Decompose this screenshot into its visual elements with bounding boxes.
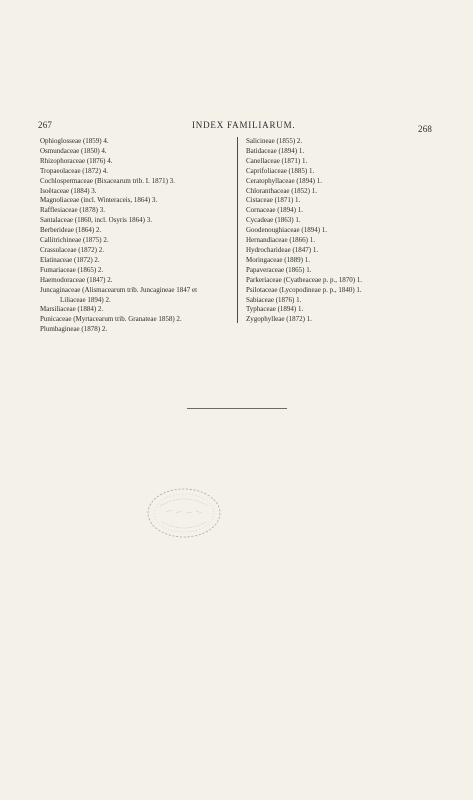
list-item: Osmundaceae (1850) 4. (40, 146, 107, 155)
library-stamp (146, 486, 222, 540)
running-title: INDEX FAMILIARUM. (192, 120, 296, 130)
list-item: Canellaceae (1871) 1. (246, 156, 308, 165)
list-item: Goodenoughiaceae (1894) 1. (246, 226, 328, 235)
list-item: Isoëtaceae (1884) 3. (40, 186, 97, 195)
list-item: Tropaeolaceae (1872) 4. (40, 166, 108, 175)
list-item: Cistaceae (1871) 1. (246, 196, 301, 205)
bottom-rule (187, 408, 287, 409)
list-item: Plumbagineae (1878) 2. (40, 325, 108, 334)
list-item: Chloranthaceae (1852) 1. (246, 186, 317, 195)
list-item: Rhizophoraceae (1876) 4. (40, 156, 113, 165)
wrapped-line-2: Liliaceae 1894) 2. (60, 295, 111, 304)
list-item: Magnoliaceae (incl. Winteraceis, 1864) 3. (40, 196, 158, 205)
list-item: Psilotaceae (Lycopodineae p. p., 1840) 1. (246, 285, 362, 294)
list-item: Moringaceae (1889) 1. (246, 255, 310, 264)
list-item: Zygophylleae (1872) 1. (246, 315, 312, 324)
list-item: Batidaceae (1894) 1. (246, 146, 305, 155)
list-item: Cycadeae (1863) 1. (246, 216, 301, 225)
list-item: Fumariaceae (1865) 2. (40, 265, 104, 274)
page-number-left: 267 (38, 120, 53, 130)
list-item: Cochlospermaceae (Bixacearum trib. I. 1871) 3. (40, 176, 175, 185)
list-item: Haemodoraceae (1847) 2. (40, 275, 113, 284)
list-item: Salicineae (1855) 2. (246, 137, 303, 145)
page-number-right: 268 (418, 124, 433, 134)
list-item: Caprifoliaceae (1885) 1. (246, 166, 315, 175)
list-item: Hydrocharideae (1847) 1. (246, 245, 319, 254)
list-item: Callitrichineae (1875) 2. (40, 236, 109, 245)
list-item: Ceratophyllaceae (1894) 1. (246, 176, 322, 185)
list-item: Typhaceae (1894) 1. (246, 305, 304, 314)
left-column (40, 137, 228, 335)
list-item: Elatinaceae (1872) 2. (40, 255, 100, 264)
list-item: Cornaceae (1894) 1. (246, 206, 303, 215)
list-item: Berberideae (1864) 2. (40, 226, 102, 235)
list-item: Ophioglosseae (1859) 4. (40, 137, 109, 145)
column-divider (237, 137, 238, 323)
list-item: Crassulaceae (1872) 2. (40, 245, 104, 254)
list-item: Santalaceae (1860, incl. Osyris 1864) 3. (40, 216, 152, 225)
list-item: Marsiliaceae (1884) 2. (40, 305, 104, 314)
list-item: Sabiaceae (1876) 1. (246, 295, 302, 304)
wrapped-line-1: Juncaginaceae (Alismacearum trib. Juncagineae 1847 et (40, 285, 198, 294)
list-item: Papaveraceae (1865) 1. (246, 265, 312, 274)
list-item-wrapped (40, 286, 228, 306)
right-column (246, 137, 431, 325)
list-item: Punicaceae (Myrtacearum trib. Granateae 1858) 2. (40, 315, 182, 324)
list-item: Parkeriaceae (Cyatheaceae p. p., 1870) 1. (246, 275, 363, 284)
list-item: Hernandiaceae (1866) 1. (246, 236, 315, 245)
list-item: Rafflesiaceae (1878) 3. (40, 206, 105, 215)
